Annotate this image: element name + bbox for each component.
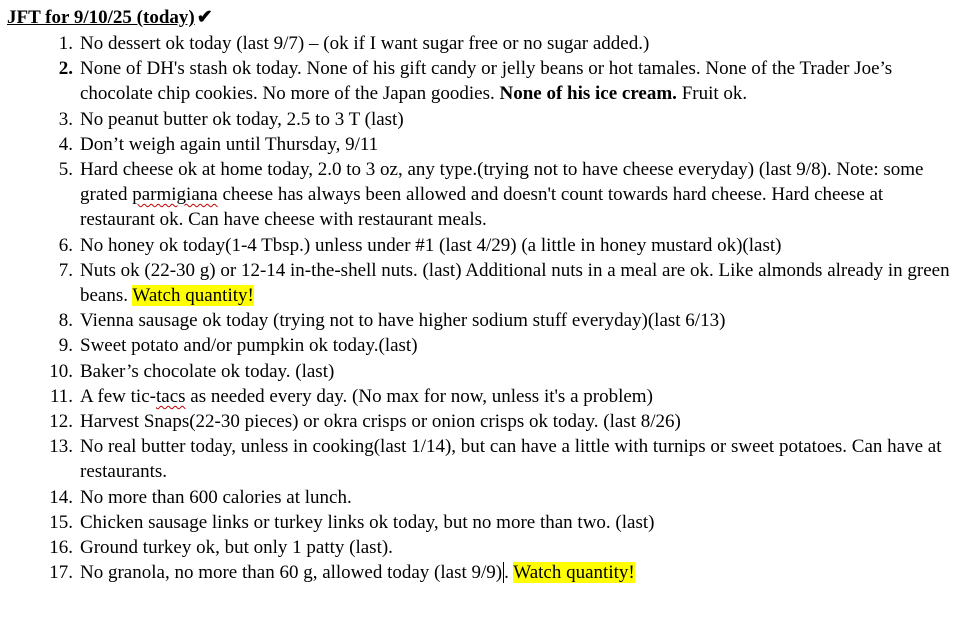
- item-number: 5.: [58, 159, 73, 181]
- item-text: No granola, no more than 60 g, allowed today (last 9/9): [80, 562, 503, 584]
- list-item: [7, 485, 952, 510]
- item-number: 3.: [58, 108, 73, 130]
- item-text: No more than 600 calories at lunch.: [80, 486, 352, 508]
- item-number: 16.: [49, 537, 73, 559]
- item-text: Sweet potato and/or pumpkin ok today.(last): [80, 335, 418, 357]
- list-item: [7, 308, 952, 333]
- list-item: [7, 409, 952, 434]
- item-text-end: Fruit ok.: [676, 83, 748, 105]
- list-item: [7, 132, 952, 157]
- item-bold-text: None of his ice cream.: [499, 83, 677, 105]
- highlighted-text: Watch quantity!: [513, 562, 635, 584]
- item-text: No real butter today, unless in cooking(last 1/14), but can have a little with turnips or sweet potatoes. Can have at restaurants.: [80, 436, 942, 483]
- item-number: 7.: [58, 259, 73, 281]
- item-text-end: cheese has always been allowed and doesn't count towards hard cheese. Hard cheese at restaurant ok. Can have cheese with restaurant meals.: [80, 184, 884, 231]
- list-item: [7, 510, 952, 535]
- spellcheck-word: tacs: [155, 385, 186, 407]
- item-text-end: as needed every day. (No max for now, unless it's a problem): [185, 385, 653, 407]
- item-number: 13.: [49, 436, 73, 458]
- item-text: Don’t weigh again until Thursday, 9/11: [80, 133, 379, 155]
- list-item: [7, 333, 952, 358]
- list-item: [7, 56, 952, 106]
- spellcheck-word: parmigiana: [132, 184, 218, 206]
- rules-list: [7, 31, 952, 585]
- text-cursor[interactable]: .: [504, 562, 514, 584]
- list-item: [7, 535, 952, 560]
- item-number: 6.: [58, 234, 73, 256]
- item-text: Ground turkey ok, but only 1 patty (last).: [80, 537, 393, 559]
- item-number: 8.: [58, 310, 73, 332]
- list-item: [7, 157, 952, 233]
- item-text: No peanut butter ok today, 2.5 to 3 T (last): [80, 108, 404, 130]
- document-page: [7, 6, 952, 585]
- list-item: [7, 359, 952, 384]
- item-text: A few tic-: [80, 385, 156, 407]
- item-text: Harvest Snaps(22-30 pieces) or okra crisps or onion crisps ok today. (last 8/26): [80, 411, 681, 433]
- item-number: 2.: [58, 58, 73, 80]
- item-number: 15.: [49, 511, 73, 533]
- list-item: [7, 258, 952, 308]
- item-text: Chicken sausage links or turkey links ok today, but no more than two. (last): [80, 511, 655, 533]
- title-text: JFT for 9/10/25 (today): [7, 7, 195, 28]
- item-text: None of DH's stash ok today. None of his gift candy or jelly beans or hot tamales. None of the Trader Joe’s chocolate chip cookies. No more of the Japan goodies.: [80, 58, 893, 105]
- item-number: 12.: [49, 411, 73, 433]
- list-item: [7, 107, 952, 132]
- item-number: 17.: [49, 562, 73, 584]
- checkmark-icon: ✔: [196, 7, 213, 28]
- item-number: 10.: [49, 360, 73, 382]
- document-title: [7, 6, 952, 31]
- list-item: [7, 434, 952, 484]
- item-number: 11.: [49, 385, 73, 407]
- list-item: [7, 560, 952, 585]
- list-item: [7, 31, 952, 56]
- item-text: No honey ok today(1-4 Tbsp.) unless under #1 (last 4/29) (a little in honey mustard ok)(last): [80, 234, 782, 256]
- item-number: 1.: [58, 33, 73, 54]
- list-item: [7, 384, 952, 409]
- item-text: Nuts ok (22-30 g) or 12-14 in-the-shell nuts. (last) Additional nuts in a meal are ok. Like almonds already in green beans.: [80, 259, 950, 307]
- item-text: Vienna sausage ok today (trying not to have higher sodium stuff everyday)(last 6/13): [80, 310, 726, 332]
- item-number: 9.: [58, 335, 73, 357]
- item-number: 4.: [58, 133, 73, 155]
- item-number: 14.: [49, 486, 73, 508]
- item-text: Hard cheese ok at home today, 2.0 to 3 oz, any type.(trying not to have cheese everyday) (last 9/8). Note: some grated: [80, 159, 924, 206]
- item-text: No dessert ok today (last 9/7) – (ok if I want sugar free or no sugar added.): [80, 33, 650, 54]
- list-item: [7, 233, 952, 258]
- item-text: Baker’s chocolate ok today. (last): [80, 360, 335, 382]
- highlighted-text: Watch quantity!: [132, 285, 254, 307]
